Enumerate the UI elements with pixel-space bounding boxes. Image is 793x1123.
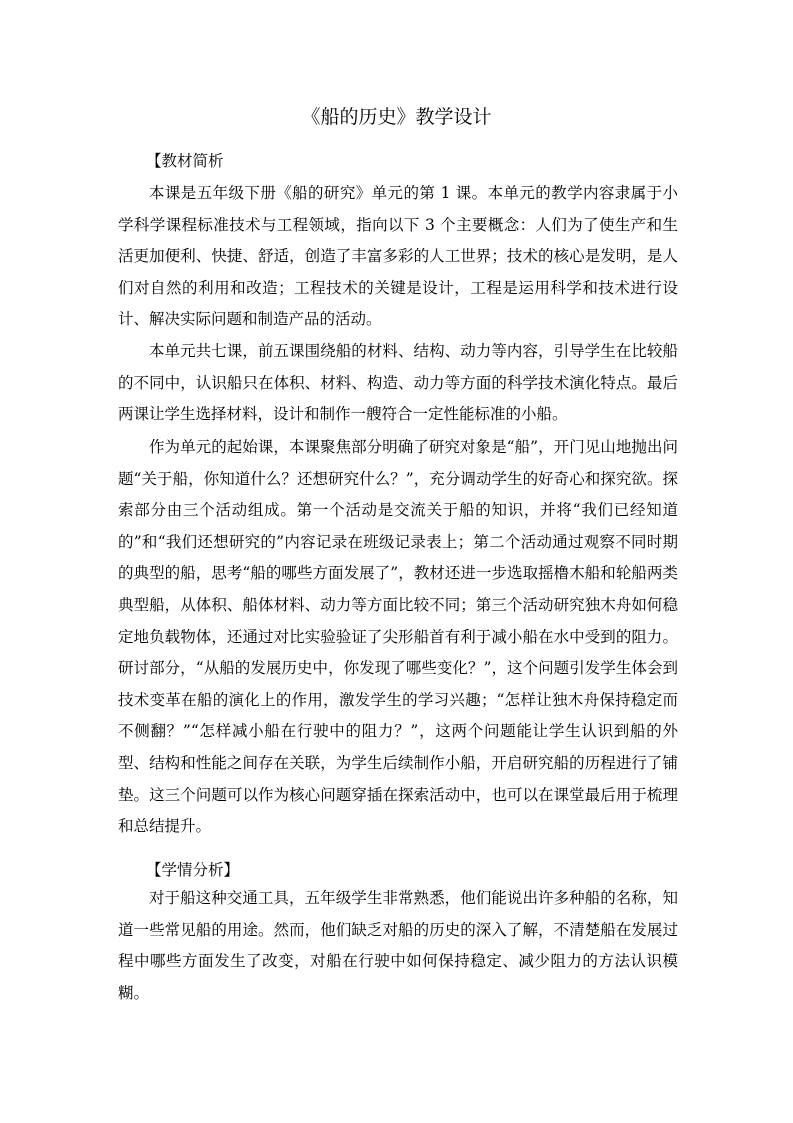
paragraph-lesson-analysis: 作为单元的起始课，本课聚焦部分明确了研究对象是“船”，开门见山地抛出问题“关于船，你知道什么？还想研究什么？”，充分调动学生的好奇心和探究欲。探索部分由三个活动组成。第一个活动是交流关于船的知识，并将“我们已经知道的”和“我们还想研究的”内容记录在班级记录表上；第二个活动通过观察不同时期的典型的船，思考“船的哪些方面发展了”，教材还进一步选取摇橹木船和轮船两类典型船，从体积、船体材料、动力等方面比较不同；第三个活动研究独木舟如何稳定地负载物体，还通过对比实验验证了尖形船首有利于减小船在水中受到的阻力。研讨部分，“从船的发展历史中，你发现了哪些变化？”，这个问题引发学生体会到技术变革在船的演化上的作用，激发学生的学习兴趣；“怎样让独木舟保持稳定而不侧翻？”“怎样减小船在行驶中的阻力？”，这两个问题能让学生认识到船的外型、结构和性能之间存在关联，为学生后续制作小船，开启研究船的历程进行了铺垫。这三个问题可以作为核心问题穿插在探索活动中，也可以在课堂最后用于梳理和总结提升。 xyxy=(118,438,678,836)
paragraph-student-analysis: 对于船这种交通工具，五年级学生非常熟悉，他们能说出许多种船的名称，知道一些常见船的用途。然而，他们缺乏对船的历史的深入了解，不清楚船在发展过程中哪些方面发生了改变，对船在行驶中如何保持稳定、减少阻力的方法认识模糊。 xyxy=(118,889,678,1002)
section-heading-student-analysis: 【学情分析】 xyxy=(146,861,240,879)
page-title: 《船的历史》教学设计 xyxy=(301,106,492,128)
paragraph-unit-overview: 本课是五年级下册《船的研究》单元的第 1 课。本单元的教学内容隶属于小学科学课程标准技术与工程领域，指向以下 3 个主要概念：人们为了使生产和生活更加便利、快捷、舒适，创造了丰富多彩的人工世界；技术的核心是发明，是人们对自然的利用和改造；工程技术的关键是设计，工程是运用科学和技术进行设计、解决实际问题和制造产品的活动。 xyxy=(118,184,678,329)
section-heading-textbook-analysis: 【教材简析 xyxy=(146,152,224,170)
paragraph-unit-structure: 本单元共七课，前五课围绕船的材料、结构、动力等内容，引导学生在比较船的不同中，认识船只在体积、材料、构造、动力等方面的科学技术演化特点。最后两课让学生选择材料，设计和制作一艘符合一定性能标准的小船。 xyxy=(118,342,678,424)
